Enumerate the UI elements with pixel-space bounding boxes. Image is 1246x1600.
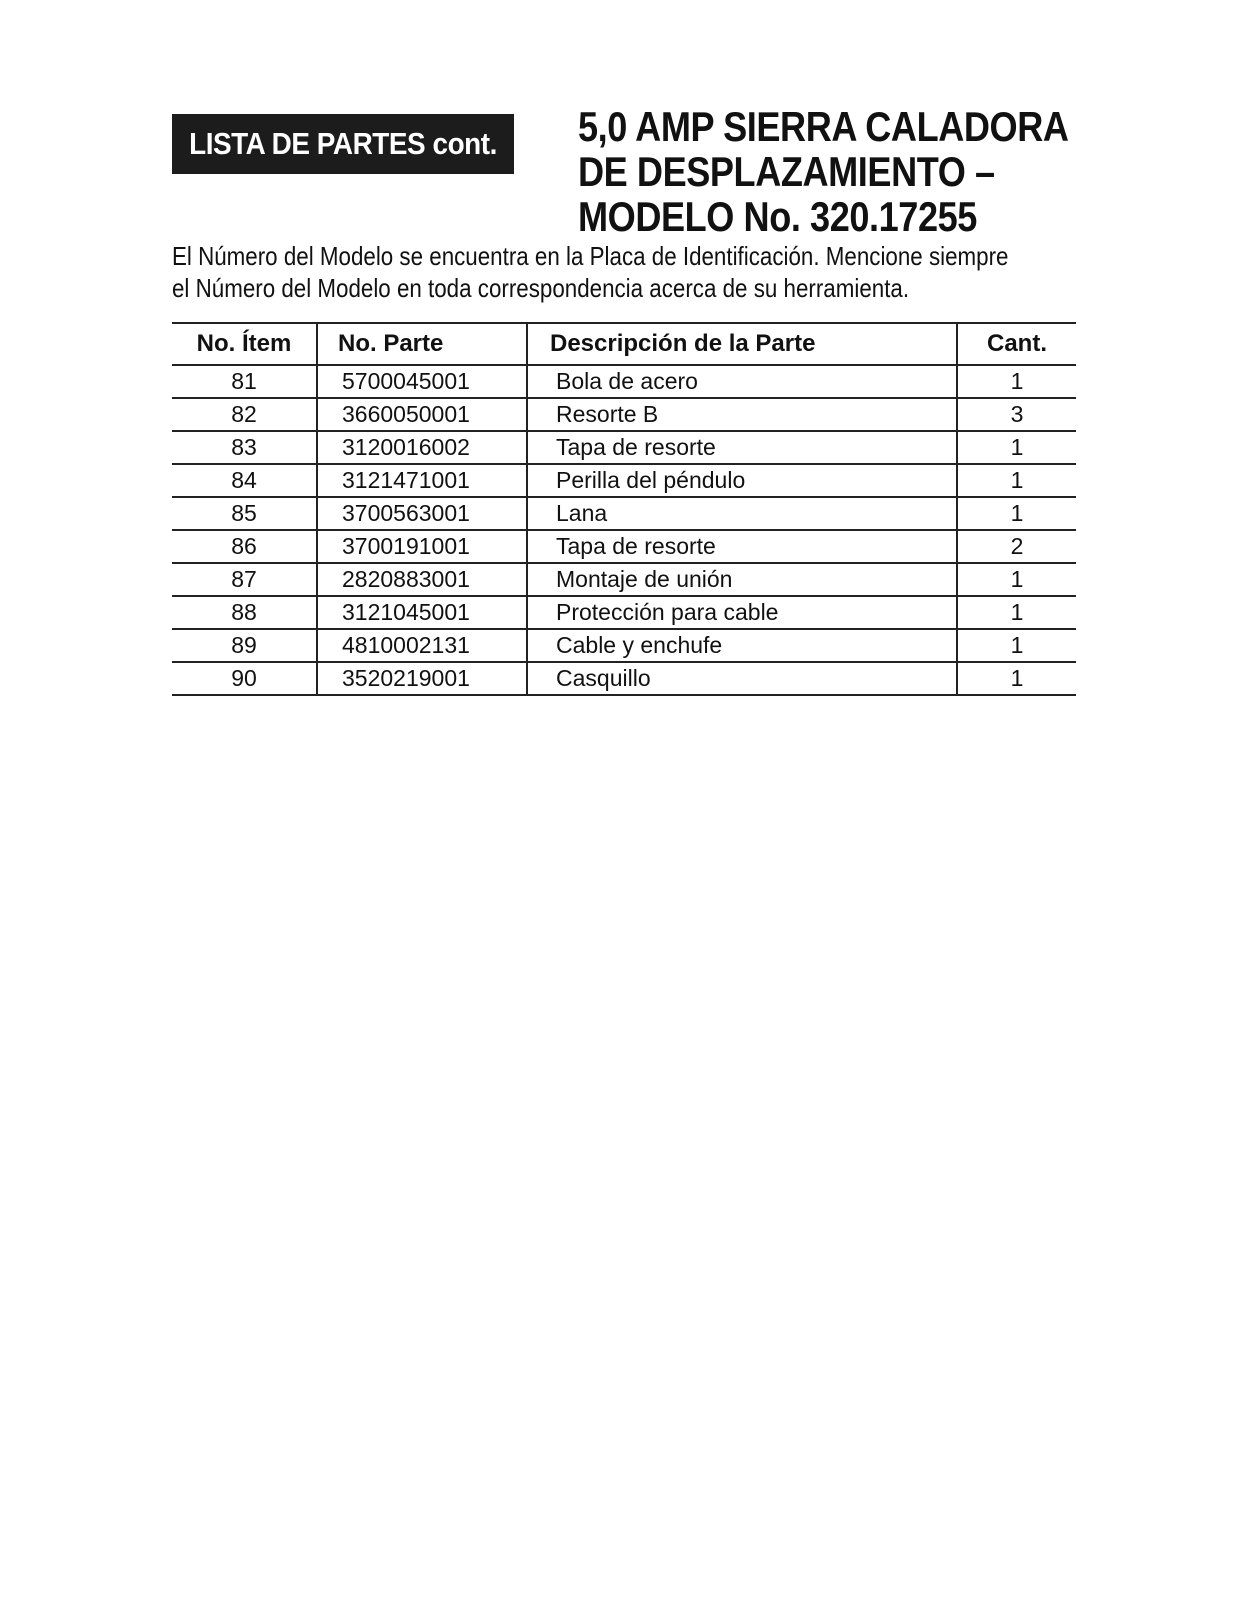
header-part-number: No. Parte xyxy=(317,323,527,365)
part-description: Protección para cable xyxy=(527,596,957,629)
part-number: 3520219001 xyxy=(317,662,527,695)
quantity: 1 xyxy=(957,662,1076,695)
part-number: 3700563001 xyxy=(317,497,527,530)
part-number: 3121471001 xyxy=(317,464,527,497)
title-line: MODELO No. 320.17255 xyxy=(578,193,977,240)
quantity: 1 xyxy=(957,596,1076,629)
quantity: 3 xyxy=(957,398,1076,431)
quantity: 1 xyxy=(957,497,1076,530)
part-description: Perilla del péndulo xyxy=(527,464,957,497)
item-number: 90 xyxy=(172,662,317,695)
part-description: Montaje de unión xyxy=(527,563,957,596)
item-number: 82 xyxy=(172,398,317,431)
table-header-row xyxy=(172,323,1076,365)
table-row xyxy=(172,365,1076,398)
part-number: 3660050001 xyxy=(317,398,527,431)
title-line: DE DESPLAZAMIENTO – xyxy=(578,148,995,195)
part-number: 3700191001 xyxy=(317,530,527,563)
item-number: 81 xyxy=(172,365,317,398)
quantity: 1 xyxy=(957,365,1076,398)
part-number: 2820883001 xyxy=(317,563,527,596)
item-number: 87 xyxy=(172,563,317,596)
intro-line: El Número del Modelo se encuentra en la Placa de Identificación. Mencione siempre xyxy=(172,241,1009,271)
part-description: Cable y enchufe xyxy=(527,629,957,662)
table-row xyxy=(172,662,1076,695)
part-number: 5700045001 xyxy=(317,365,527,398)
part-description: Lana xyxy=(527,497,957,530)
parts-table xyxy=(172,322,1076,696)
table-row xyxy=(172,596,1076,629)
table-row xyxy=(172,464,1076,497)
table-row xyxy=(172,563,1076,596)
quantity: 1 xyxy=(957,464,1076,497)
table-row xyxy=(172,530,1076,563)
header-description: Descripción de la Parte xyxy=(527,323,957,365)
item-number: 86 xyxy=(172,530,317,563)
title-line: 5,0 AMP SIERRA CALADORA xyxy=(578,103,1069,150)
part-description: Tapa de resorte xyxy=(527,431,957,464)
part-number: 4810002131 xyxy=(317,629,527,662)
part-description: Resorte B xyxy=(527,398,957,431)
table-row xyxy=(172,497,1076,530)
intro-line: el Número del Modelo en toda correspondencia acerca de su herramienta. xyxy=(172,273,910,303)
item-number: 83 xyxy=(172,431,317,464)
item-number: 84 xyxy=(172,464,317,497)
item-number: 89 xyxy=(172,629,317,662)
table-row xyxy=(172,398,1076,431)
item-number: 88 xyxy=(172,596,317,629)
section-badge: LISTA DE PARTES cont. xyxy=(172,114,514,174)
quantity: 1 xyxy=(957,563,1076,596)
table-row xyxy=(172,431,1076,464)
part-description: Tapa de resorte xyxy=(527,530,957,563)
quantity: 2 xyxy=(957,530,1076,563)
part-description: Casquillo xyxy=(527,662,957,695)
table-row xyxy=(172,629,1076,662)
header-item-number: No. Ítem xyxy=(172,323,317,365)
header-quantity: Cant. xyxy=(957,323,1076,365)
quantity: 1 xyxy=(957,431,1076,464)
quantity: 1 xyxy=(957,629,1076,662)
page-title xyxy=(578,104,1094,239)
intro-paragraph xyxy=(172,240,1041,304)
part-number: 3121045001 xyxy=(317,596,527,629)
part-description: Bola de acero xyxy=(527,365,957,398)
item-number: 85 xyxy=(172,497,317,530)
part-number: 3120016002 xyxy=(317,431,527,464)
